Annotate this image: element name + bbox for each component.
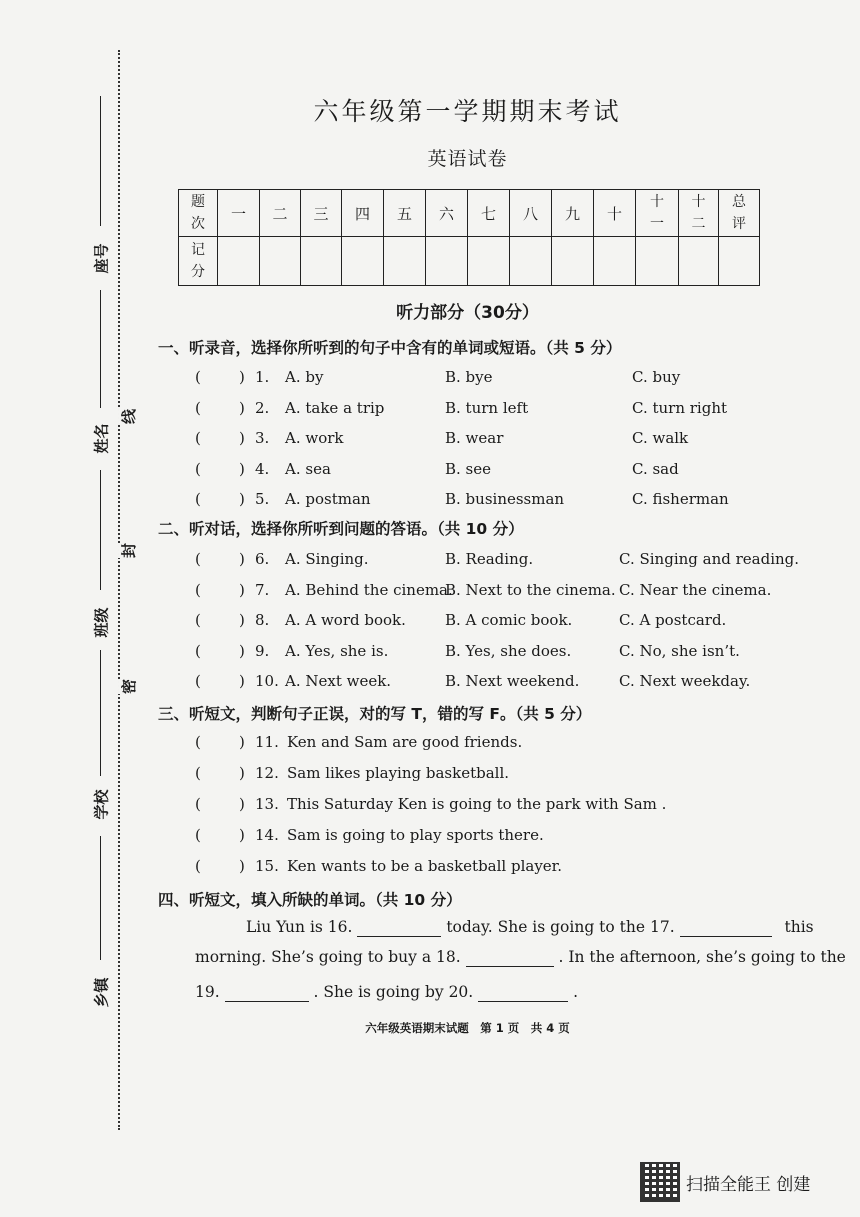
answer-box[interactable]: [205, 611, 237, 631]
tf-question-row: [195, 826, 795, 848]
option-b[interactable]: B. Next weekend.: [445, 672, 580, 690]
option-a[interactable]: A. Yes, she is.: [285, 641, 389, 660]
col-header: 三: [301, 190, 342, 237]
answer-paren-left: (: [195, 490, 201, 508]
question-number: 5.: [255, 490, 270, 508]
answer-paren-left: (: [195, 550, 201, 568]
statement-text: This Saturday Ken is going to the park with Sam .: [287, 795, 667, 813]
answer-paren-right: ): [239, 459, 245, 478]
answer-paren-left: (: [195, 611, 201, 629]
col-header-total: 总 评: [719, 190, 760, 237]
question-number: 10.: [255, 672, 279, 690]
answer-paren-right: ): [239, 764, 245, 782]
statement-text: Ken and Sam are good friends.: [287, 733, 523, 751]
question-number: 6.: [255, 550, 270, 568]
score-cell[interactable]: [468, 237, 510, 286]
question-number: 12.: [255, 764, 279, 782]
question-number: 9.: [255, 641, 270, 660]
score-cell[interactable]: [636, 237, 679, 286]
qr-code-icon: [640, 1162, 680, 1202]
question-row: [195, 642, 815, 664]
section-2-heading: 二、听对话，选择你所听到问题的答语。（共 10 分）: [158, 520, 524, 538]
question-number: 4.: [255, 459, 270, 478]
score-table: [178, 189, 760, 286]
blank-18[interactable]: [466, 948, 554, 967]
seat-label: 座号: [92, 243, 111, 274]
option-c[interactable]: C. walk: [632, 429, 689, 447]
score-cell[interactable]: [679, 237, 719, 286]
option-c[interactable]: C. Next weekday.: [619, 672, 751, 690]
watermark-text: 扫描全能王 创建: [686, 1174, 811, 1195]
row-label-jifen: 记 分: [179, 237, 218, 286]
option-a[interactable]: A. sea: [285, 459, 331, 478]
option-b[interactable]: B. turn left: [445, 398, 529, 417]
answer-box[interactable]: [205, 672, 237, 692]
answer-paren-left: (: [195, 368, 201, 386]
blank-17[interactable]: [680, 918, 772, 937]
answer-paren-right: ): [239, 672, 245, 690]
listening-part-title: 听力部分（30分）: [396, 303, 539, 323]
score-cell[interactable]: [510, 237, 552, 286]
tf-question-row: [195, 857, 795, 879]
score-cell[interactable]: [594, 237, 636, 286]
answer-paren-left: (: [195, 733, 201, 751]
question-number: 13.: [255, 795, 279, 813]
blank-20[interactable]: [478, 983, 568, 1002]
answer-paren-right: ): [239, 398, 245, 417]
exam-title: 六年级第一学期期末考试: [313, 97, 622, 126]
answer-paren-right: ): [239, 490, 245, 508]
tf-answer-box[interactable]: [205, 733, 237, 753]
answer-box[interactable]: [205, 642, 237, 662]
question-number: 8.: [255, 611, 270, 629]
answer-box[interactable]: [205, 581, 237, 601]
blank-19[interactable]: [225, 983, 309, 1002]
row-label-tici: 题 次: [179, 190, 218, 237]
col-header: 九: [552, 190, 594, 237]
question-row: [195, 611, 815, 633]
answer-paren-left: (: [195, 398, 201, 417]
answer-paren-left: (: [195, 826, 201, 844]
section-4-heading: 四、听短文，填入所缺的单词。（共 10 分）: [158, 891, 462, 909]
option-c[interactable]: C. No, she isn’t.: [619, 641, 740, 660]
answer-paren-right: ): [239, 795, 245, 813]
tf-answer-box[interactable]: [205, 764, 237, 784]
tf-question-row: [195, 733, 795, 755]
page-footer: 六年级英语期末试题 第 1 页 共 4 页: [365, 1021, 570, 1035]
passage-line-3: 19. . She is going by 20. .: [195, 983, 579, 1001]
question-row: [195, 581, 815, 603]
answer-paren-right: ): [239, 368, 245, 386]
answer-box[interactable]: [205, 460, 237, 480]
answer-paren-right: ): [239, 733, 245, 751]
option-b[interactable]: B. A comic book.: [445, 611, 573, 629]
statement-text: Sam is going to play sports there.: [287, 826, 544, 844]
answer-paren-right: ): [239, 429, 245, 447]
option-a[interactable]: A. by: [285, 368, 324, 386]
question-row: [195, 399, 815, 421]
answer-paren-left: (: [195, 857, 201, 875]
answer-paren-left: (: [195, 764, 201, 782]
option-a[interactable]: A. postman: [285, 490, 371, 508]
col-header: 八: [510, 190, 552, 237]
answer-paren-left: (: [195, 429, 201, 447]
option-b[interactable]: B. bye: [445, 368, 493, 386]
col-header: 一: [218, 190, 260, 237]
question-number: 1.: [255, 368, 270, 386]
question-row: [195, 672, 815, 694]
cut-mark-feng: 封: [120, 542, 139, 559]
section-1-heading: 一、听录音，选择你所听到的句子中含有的单词或短语。（共 5 分）: [158, 339, 622, 357]
answer-paren-right: ): [239, 611, 245, 629]
option-a[interactable]: A. take a trip: [285, 398, 385, 417]
option-a[interactable]: A. Next week.: [285, 672, 392, 690]
class-underline: [100, 470, 101, 590]
option-a[interactable]: A. Singing.: [285, 550, 369, 568]
tf-answer-box[interactable]: [205, 795, 237, 815]
blank-16[interactable]: [357, 918, 441, 937]
tf-answer-box[interactable]: [205, 826, 237, 846]
col-header: 五: [384, 190, 426, 237]
statement-text: Ken wants to be a basketball player.: [287, 857, 562, 875]
answer-paren-right: ): [239, 580, 245, 599]
name-label: 姓名: [92, 423, 111, 454]
score-cell[interactable]: [218, 237, 260, 286]
question-number: 3.: [255, 429, 270, 447]
town-underline: [100, 836, 101, 960]
answer-paren-right: ): [239, 857, 245, 875]
town-label: 乡镇: [92, 977, 111, 1008]
question-row: [195, 429, 815, 451]
option-b[interactable]: B. Next to the cinema.: [445, 580, 616, 599]
tf-question-row: [195, 764, 795, 786]
question-number: 2.: [255, 398, 270, 417]
option-c[interactable]: C. sad: [632, 459, 679, 478]
class-label: 班级: [92, 607, 111, 638]
answer-box[interactable]: [205, 429, 237, 449]
passage-line-1: Liu Yun is 16. today. She is going to the 17. this: [246, 918, 814, 936]
school-label: 学校: [92, 789, 111, 820]
score-cell[interactable]: [426, 237, 468, 286]
answer-box[interactable]: [205, 399, 237, 419]
score-cell[interactable]: [301, 237, 342, 286]
score-cell[interactable]: [342, 237, 384, 286]
option-c[interactable]: C. Singing and reading.: [619, 550, 800, 568]
col-header: 四: [342, 190, 384, 237]
question-row: [195, 460, 815, 482]
option-c[interactable]: C. turn right: [632, 398, 728, 417]
cut-mark-xian: 线: [120, 408, 139, 425]
answer-paren-left: (: [195, 580, 201, 599]
col-header: 六: [426, 190, 468, 237]
school-underline: [100, 650, 101, 776]
exam-subtitle: 英语试卷: [427, 148, 508, 170]
option-b[interactable]: B. businessman: [445, 490, 565, 508]
binding-dotted-line: [118, 50, 120, 1130]
score-cell[interactable]: [384, 237, 426, 286]
answer-box[interactable]: [205, 368, 237, 388]
answer-paren-right: ): [239, 550, 245, 568]
col-header: 十: [594, 190, 636, 237]
question-number: 14.: [255, 826, 279, 844]
option-a[interactable]: A. work: [285, 429, 344, 447]
option-b[interactable]: B. wear: [445, 429, 504, 447]
answer-box[interactable]: [205, 490, 237, 510]
question-row: [195, 550, 815, 572]
answer-paren-right: ): [239, 826, 245, 844]
option-b[interactable]: B. Yes, she does.: [445, 641, 572, 660]
col-header: 十 一: [636, 190, 679, 237]
answer-box[interactable]: [205, 550, 237, 570]
option-b[interactable]: B. Reading.: [445, 550, 534, 568]
question-row: [195, 490, 815, 512]
answer-paren-left: (: [195, 459, 201, 478]
question-number: 11.: [255, 733, 279, 751]
option-c[interactable]: C. buy: [632, 368, 681, 386]
answer-paren-left: (: [195, 641, 201, 660]
option-c[interactable]: C. Near the cinema.: [619, 580, 772, 599]
option-c[interactable]: C. fisherman: [632, 490, 729, 508]
answer-paren-left: (: [195, 672, 201, 690]
cut-mark-mi: 密: [120, 678, 139, 695]
option-b[interactable]: B. see: [445, 459, 492, 478]
section-3-heading: 三、听短文，判断句子正误，对的写 T，错的写 F。（共 5 分）: [158, 705, 592, 723]
statement-text: Sam likes playing basketball.: [287, 764, 510, 782]
col-header: 七: [468, 190, 510, 237]
scanner-watermark: [640, 1162, 810, 1202]
col-header: 二: [260, 190, 301, 237]
tf-answer-box[interactable]: [205, 857, 237, 877]
option-a[interactable]: A. Behind the cinema.: [285, 580, 453, 599]
score-cell[interactable]: [552, 237, 594, 286]
tf-question-row: [195, 795, 795, 817]
answer-paren-left: (: [195, 795, 201, 813]
score-cell[interactable]: [719, 237, 760, 286]
score-cell[interactable]: [260, 237, 301, 286]
question-row: [195, 368, 815, 390]
answer-paren-right: ): [239, 641, 245, 660]
passage-line-2: morning. She’s going to buy a 18. . In the afternoon, she’s going to the: [195, 948, 846, 966]
option-c[interactable]: C. A postcard.: [619, 611, 727, 629]
col-header: 十 二: [679, 190, 719, 237]
question-number: 7.: [255, 580, 270, 599]
option-a[interactable]: A. A word book.: [285, 611, 406, 629]
question-number: 15.: [255, 857, 279, 875]
